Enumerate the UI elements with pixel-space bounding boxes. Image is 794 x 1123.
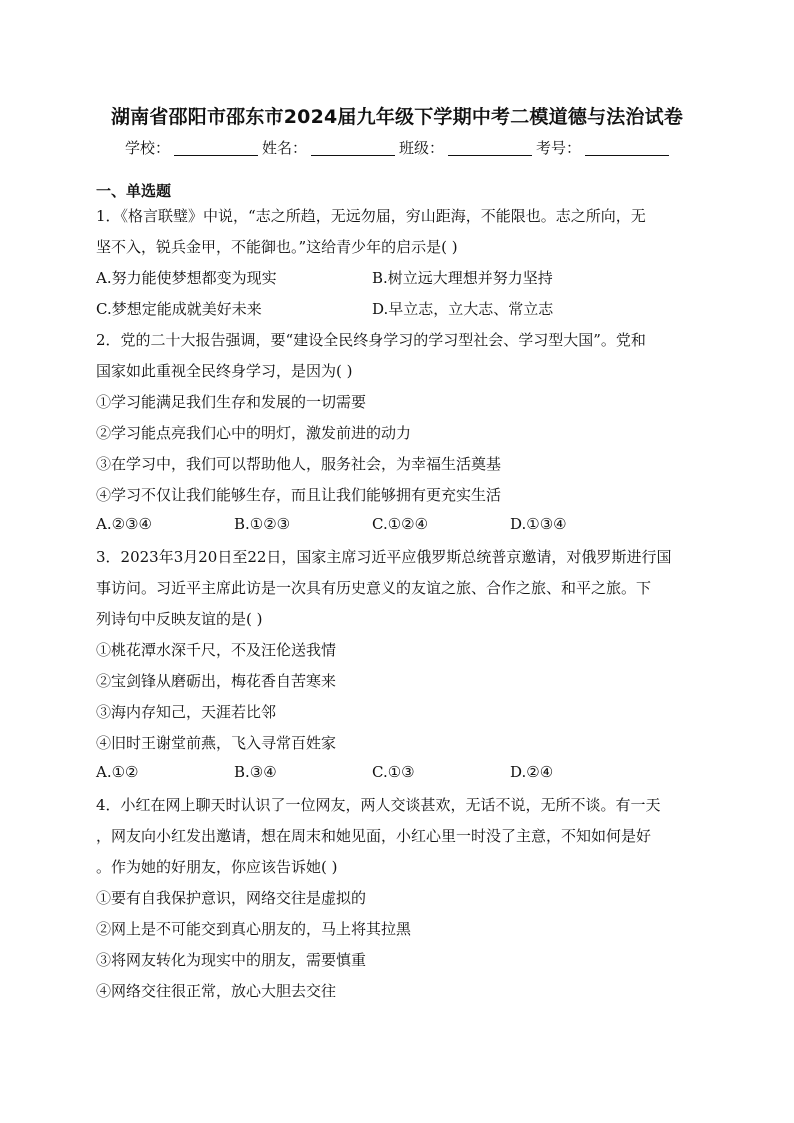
exam-title: 湖南省邵阳市邵东市2024届九年级下学期中考二模道德与法治试卷 [110,106,684,128]
q3-item-2: ②宝剑锋从磨砺出，梅花香自苦寒来 [96,672,337,690]
q2-option-b: B.①②③ [234,515,291,533]
q3-item-4: ④旧时王谢堂前燕，飞入寻常百姓家 [96,734,337,752]
q1-stem-line-1: 1．《格言联璧》中说，“志之所趋，无远勿届，穷山距海，不能限也。志之所向，无 [96,207,646,225]
q4-item-1: ①要有自我保护意识，网络交往是虚拟的 [96,889,367,907]
class-label: 班级： [399,139,445,157]
q4-item-4: ④网络交往很正常，放心大胆去交往 [96,982,337,1000]
q3-stem-line-1: 3．2023年3月20日至22日，国家主席习近平应俄罗斯总统普京邀请，对俄罗斯进行国 [96,548,672,566]
q3-stem-line-3: 列诗句中反映友谊的是( ) [96,610,263,628]
q2-option-c: C.①②④ [372,515,429,533]
section-heading: 一、单选题 [96,182,172,200]
school-label: 学校： [125,139,171,157]
q1-option-b: B.树立远大理想并努力坚持 [372,269,553,287]
q2-option-d: D.①③④ [510,515,567,533]
q4-stem-line-2: ，网友向小红发出邀请，想在周末和她见面，小红心里一时没了主意，不知如何是好 [96,827,652,845]
class-blank [448,141,532,156]
q1-option-a: A.努力能使梦想都变为现实 [96,269,277,287]
q1-stem-line-2: 坚不入，锐兵金甲，不能御也。”这给青少年的启示是( ) [96,238,458,256]
name-blank [311,141,395,156]
q3-option-b: B.③④ [234,763,277,781]
q4-item-3: ③将网友转化为现实中的朋友，需要慎重 [96,951,367,969]
q2-item-4: ④学习不仅让我们能够生存，而且让我们能够拥有更充实生活 [96,486,502,504]
q2-item-3: ③在学习中，我们可以帮助他人，服务社会，为幸福生活奠基 [96,455,502,473]
name-label: 姓名： [262,139,308,157]
q3-item-1: ①桃花潭水深千尺，不及汪伦送我情 [96,641,337,659]
q1-option-d: D.早立志，立大志、常立志 [372,300,554,318]
q4-stem-line-3: 。作为她的好朋友，你应该告诉她( ) [96,858,338,876]
q4-stem-line-1: 4．小红在网上聊天时认识了一位网友，两人交谈甚欢，无话不说，无所不谈。有一天 [96,796,661,814]
q3-stem-line-2: 事访问。习近平主席此访是一次具有历史意义的友谊之旅、合作之旅、和平之旅。下 [96,579,652,597]
q4-item-2: ②网上是不可能交到真心朋友的，马上将其拉黑 [96,920,412,938]
q2-stem-line-2: 国家如此重视全民终身学习，是因为( ) [96,362,353,380]
q3-option-c: C.①③ [372,763,415,781]
q3-option-d: D.②④ [510,763,554,781]
q3-item-3: ③海内存知己，天涯若比邻 [96,703,277,721]
q2-item-1: ①学习能满足我们生存和发展的一切需要 [96,393,367,411]
student-info-row [125,137,673,158]
q2-option-a: A.②③④ [96,515,152,533]
q3-option-a: A.①② [96,763,139,781]
q2-stem-line-1: 2．党的二十大报告强调，要“建设全民终身学习的学习型社会、学习型大国”。党和 [96,331,646,349]
q1-option-c: C.梦想定能成就美好未来 [96,300,262,318]
number-blank [585,141,669,156]
q2-item-2: ②学习能点亮我们心中的明灯，激发前进的动力 [96,424,412,442]
number-label: 考号： [536,139,582,157]
school-blank [174,141,258,156]
